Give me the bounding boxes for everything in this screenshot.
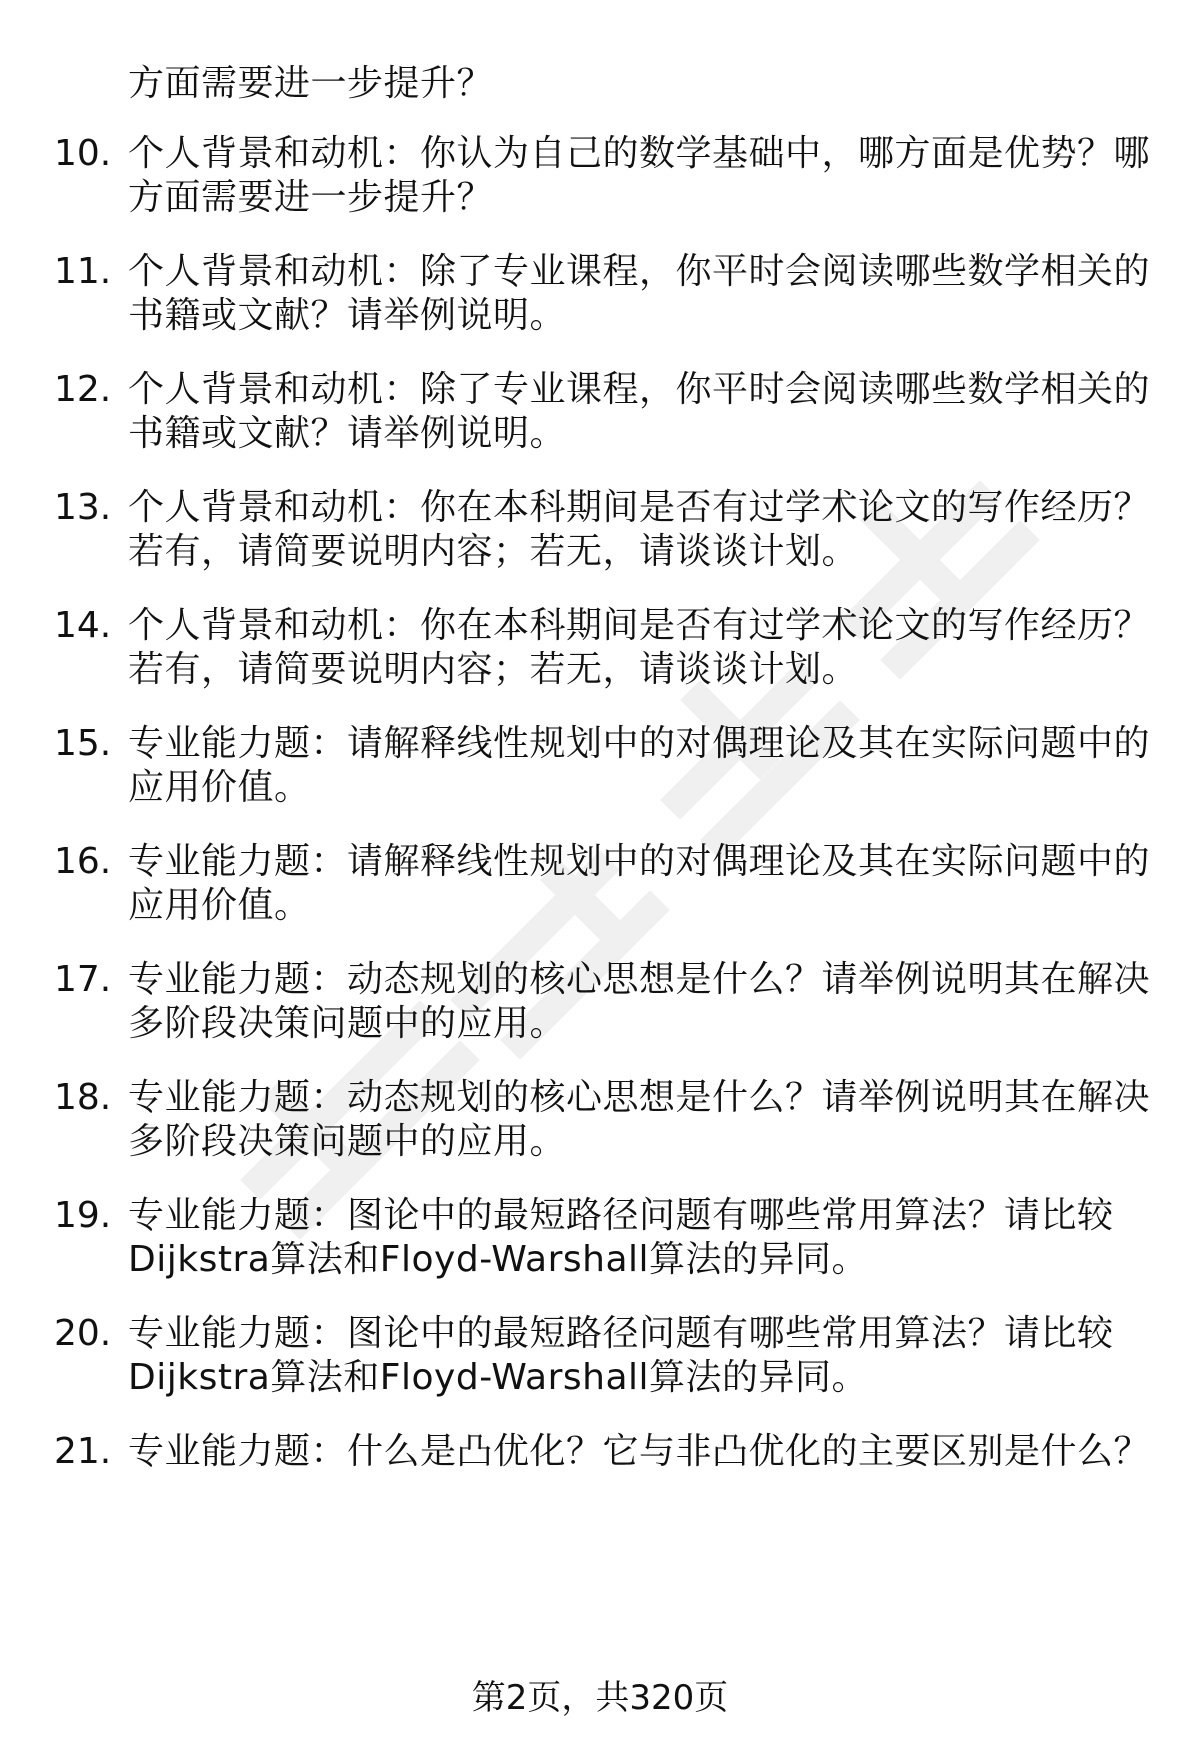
item-line: 若有，请简要说明内容；若无，请谈谈计划。 (128, 649, 859, 690)
item-line: 多阶段决策问题中的应用。 (128, 1121, 567, 1162)
item-number: 14. (54, 605, 112, 646)
item-number: 21. (54, 1431, 112, 1472)
intro-line: 方面需要进一步提升？ (128, 63, 494, 104)
item-number: 18. (54, 1077, 112, 1118)
item-line: 多阶段决策问题中的应用。 (128, 1003, 567, 1044)
item-line: 专业能力题：请解释线性规划中的对偶理论及其在实际问题中的 (128, 723, 1151, 764)
item-number: 20. (54, 1313, 112, 1354)
item-line: 个人背景和动机：你在本科期间是否有过学术论文的写作经历？ (128, 605, 1151, 646)
item-number: 19. (54, 1195, 112, 1236)
item-line: 书籍或文献？请举例说明。 (128, 295, 567, 336)
page-footer: 第2页，共320页 (471, 1678, 729, 1718)
item-line: 个人背景和动机：除了专业课程，你平时会阅读哪些数学相关的 (128, 251, 1151, 292)
item-number: 12. (54, 369, 112, 410)
item-line: 专业能力题：图论中的最短路径问题有哪些常用算法？请比较 (128, 1195, 1114, 1236)
item-line: 专业能力题：动态规划的核心思想是什么？请举例说明其在解决 (128, 959, 1151, 1000)
item-line: 个人背景和动机：你在本科期间是否有过学术论文的写作经历？ (128, 487, 1151, 528)
item-number: 13. (54, 487, 112, 528)
item-number: 15. (54, 723, 112, 764)
item-number: 16. (54, 841, 112, 882)
item-number: 10. (54, 133, 112, 174)
item-line: 书籍或文献？请举例说明。 (128, 413, 567, 454)
item-line: 应用价值。 (128, 767, 311, 808)
item-line: 个人背景和动机：除了专业课程，你平时会阅读哪些数学相关的 (128, 369, 1151, 410)
item-line: 若有，请简要说明内容；若无，请谈谈计划。 (128, 531, 859, 572)
item-number: 11. (54, 251, 112, 292)
item-line: 专业能力题：什么是凸优化？它与非凸优化的主要区别是什么？ (128, 1431, 1151, 1472)
item-line: 个人背景和动机：你认为自己的数学基础中，哪方面是优势？哪 (128, 133, 1151, 174)
item-line: Dijkstra算法和Floyd-Warshall算法的异同。 (128, 1357, 869, 1398)
item-line: 专业能力题：请解释线性规划中的对偶理论及其在实际问题中的 (128, 841, 1151, 882)
item-number: 17. (54, 959, 112, 1000)
item-line: Dijkstra算法和Floyd-Warshall算法的异同。 (128, 1239, 869, 1280)
item-line: 应用价值。 (128, 885, 311, 926)
item-line: 专业能力题：图论中的最短路径问题有哪些常用算法？请比较 (128, 1313, 1114, 1354)
item-line: 方面需要进一步提升？ (128, 177, 494, 218)
item-line: 专业能力题：动态规划的核心思想是什么？请举例说明其在解决 (128, 1077, 1151, 1118)
